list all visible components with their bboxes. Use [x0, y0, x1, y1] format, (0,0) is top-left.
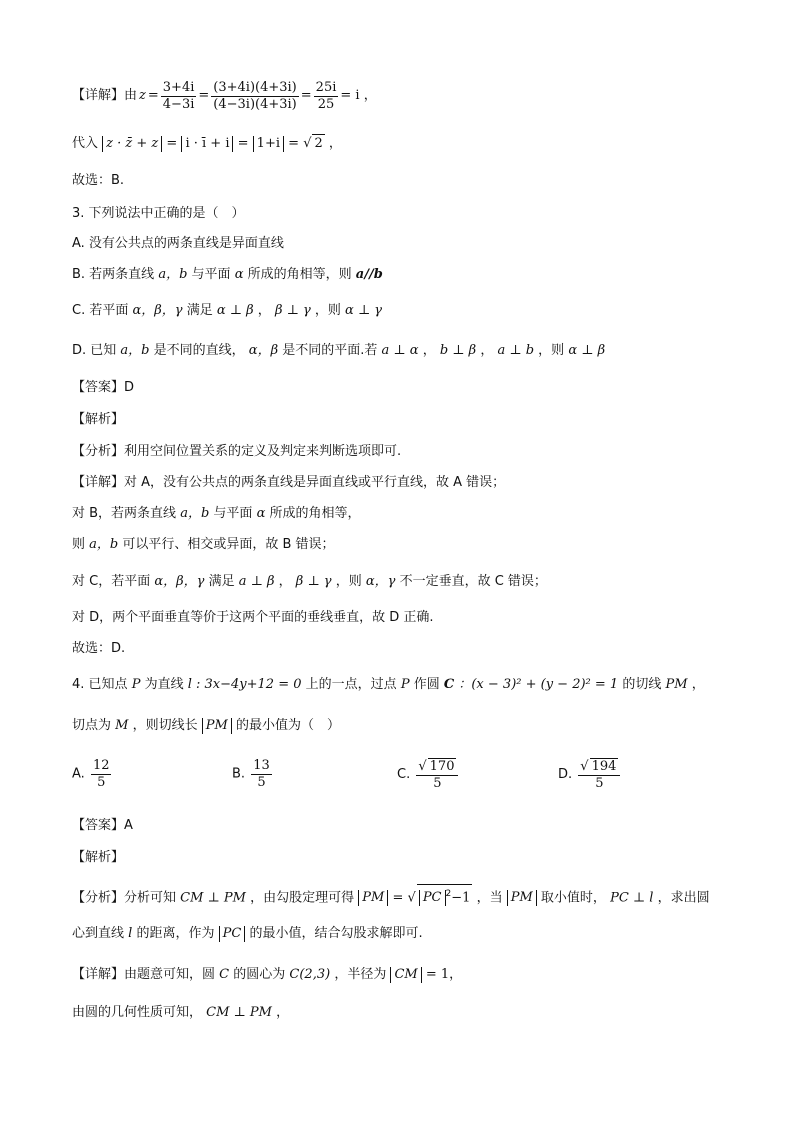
result-i: = i ，	[340, 88, 377, 103]
relation: a ⊥ β	[238, 574, 275, 589]
q3-analysis: 【分析】利用空间位置关系的定义及判定来判断选项即可.	[72, 444, 402, 459]
text: 是不同的直线，	[153, 343, 245, 358]
q3-option-a: A. 没有公共点的两条直线是异面直线	[72, 236, 284, 251]
text: ，	[276, 1005, 290, 1020]
q3-stem: 3. 下列说法中正确的是（ ）	[72, 206, 245, 221]
numerator: 12	[92, 758, 110, 773]
var-c: C	[219, 967, 230, 982]
fraction-3	[314, 80, 339, 113]
text: 的切线	[622, 677, 662, 692]
text: 4. 已知点	[72, 677, 128, 692]
var-c: C	[443, 677, 455, 692]
text: ，半径为	[334, 967, 387, 982]
fraction	[251, 758, 272, 791]
radius-value: = 1，	[425, 967, 463, 982]
eq-sign: =	[392, 890, 404, 906]
eq-sign: =	[147, 88, 159, 103]
text: 所成的角相等，	[269, 506, 361, 521]
denominator: 5	[433, 776, 442, 791]
text: ，则	[538, 343, 565, 358]
q3-conclusion: 故选：D.	[72, 641, 126, 656]
text: 与平面	[191, 267, 231, 282]
denominator: 5	[257, 775, 266, 790]
text: ，当	[476, 890, 503, 906]
relation: β ⊥ γ	[274, 303, 311, 318]
text: ，	[691, 677, 705, 692]
q4-analysis-1	[72, 884, 710, 907]
var-l: l	[128, 926, 133, 941]
var-alpha: α	[256, 506, 266, 521]
var-alpha: α	[234, 267, 244, 282]
q3-option-b	[72, 266, 383, 284]
abs-pc: PC	[419, 890, 446, 906]
q3-detail-3	[72, 536, 335, 554]
relation: α ⊥ γ	[345, 303, 383, 318]
vars: α，β，γ	[132, 303, 183, 318]
eq-sign: =	[198, 88, 210, 103]
text: ，求出圆	[657, 890, 710, 906]
sep: ，	[422, 343, 436, 358]
numerator: 13	[253, 758, 270, 773]
abs-cm: CM	[390, 967, 421, 983]
vars: α，β，γ	[154, 574, 205, 589]
fraction-2	[211, 80, 298, 113]
option-letter: D.	[558, 767, 573, 782]
text: 上的一点，过点	[305, 677, 397, 692]
vars: a，b	[180, 506, 210, 521]
relation: b ⊥ β	[439, 343, 477, 358]
text: 的最小值为（ ）	[235, 718, 340, 733]
var-p: P	[400, 677, 410, 692]
center-point: C(2,3)	[289, 967, 331, 982]
fraction	[416, 758, 458, 792]
q4-option-c	[397, 758, 460, 792]
var-z: z	[139, 88, 146, 103]
denominator: 25	[317, 96, 335, 112]
relation: a ⊥ α	[381, 343, 419, 358]
q3-detail-2	[72, 505, 361, 523]
text: 与平面	[213, 506, 253, 521]
var-m: M	[115, 718, 129, 733]
text: 对 C，若平面	[72, 574, 151, 589]
text: D. 已知	[72, 343, 117, 358]
abs-pm: PM	[202, 718, 232, 734]
text: 可以平行、相交或异面，故 B 错误；	[122, 537, 335, 552]
detail-label: 【详解】由	[72, 88, 138, 103]
comma: ，	[328, 136, 342, 151]
text: 的最小值，结合勾股求解即可.	[249, 926, 423, 941]
denominator: 5	[595, 776, 604, 791]
var-p: P	[131, 677, 141, 692]
q4-jiexi: 【解析】	[72, 850, 125, 865]
text: 心到直线	[72, 926, 125, 941]
abs-expr-2: i · ī + i	[181, 136, 233, 152]
sep: ，	[480, 343, 494, 358]
text: 则	[72, 537, 86, 552]
q4-option-b	[232, 758, 274, 791]
q4-options	[72, 758, 722, 802]
text: B. 若两条直线	[72, 267, 155, 282]
abs-pm: PM	[358, 890, 388, 906]
relation: PC ⊥ l	[610, 890, 654, 906]
relation: a ⊥ b	[497, 343, 535, 358]
eq-sign: =	[300, 88, 312, 103]
text: 满足	[208, 574, 235, 589]
sep: ，	[278, 574, 292, 589]
text: 对 B，若两条直线	[72, 506, 177, 521]
relation: α ⊥ β	[216, 303, 254, 318]
relation: CM ⊥ PM	[206, 1005, 272, 1020]
sqrt-icon: √	[407, 890, 416, 906]
q3-option-d	[72, 342, 605, 360]
text: 不一定垂直，故 C 错误；	[399, 574, 547, 589]
text: 切点为	[72, 718, 112, 733]
q3-answer: 【答案】D	[72, 380, 135, 395]
text: ，则	[314, 303, 341, 318]
eq-sign: =	[166, 136, 178, 151]
text: 作圆	[413, 677, 440, 692]
fraction	[91, 758, 112, 791]
text: 是不同的平面.若	[282, 343, 378, 358]
text: ，则切线长	[132, 718, 198, 733]
denominator: 4−3i	[162, 96, 195, 112]
option-letter: B.	[232, 766, 246, 782]
minus-one: −1	[451, 890, 471, 906]
numerator: 3+4i	[162, 79, 195, 95]
q4-stem-1	[72, 676, 705, 694]
text: 满足	[186, 303, 213, 318]
relation: β ⊥ γ	[295, 574, 332, 589]
fraction-1	[161, 80, 197, 113]
circle-equation: ：(x − 3)² + (y − 2)² = 1	[458, 677, 619, 692]
abs-pc: PC	[219, 926, 246, 942]
line-equation: l : 3x−4y+12 = 0	[187, 677, 302, 692]
sqrt-value: 194	[591, 759, 617, 774]
vars: a，b	[120, 343, 150, 358]
text: ，由勾股定理可得	[250, 890, 355, 906]
exponent: 2	[445, 889, 452, 899]
q3-detail-4	[72, 573, 547, 591]
eq-sign: =	[288, 136, 300, 151]
text: ，则	[335, 574, 362, 589]
text: 为直线	[144, 677, 184, 692]
numerator: (3+4i)(4+3i)	[213, 79, 297, 95]
q4-option-a	[72, 758, 113, 791]
abs-expr-1: z · z̄ + z	[102, 136, 162, 152]
q3-detail-1: 【详解】对 A，没有公共点的两条直线是异面直线或平行直线，故 A 错误；	[72, 475, 506, 490]
q4-analysis-2	[72, 925, 423, 943]
denominator: (4−3i)(4+3i)	[213, 96, 297, 112]
text: 由圆的几何性质可知，	[72, 1005, 203, 1020]
vars: a，b	[89, 537, 119, 552]
vars: α，γ	[365, 574, 396, 589]
q3-option-c	[72, 302, 382, 320]
var-pm: PM	[665, 677, 688, 692]
numerator	[416, 758, 458, 776]
text: C. 若平面	[72, 303, 129, 318]
sep: ，	[257, 303, 271, 318]
fraction	[578, 758, 620, 792]
text: 的距离，作为	[136, 926, 215, 941]
q4-detail-2	[72, 1004, 289, 1022]
abs-expr-3: 1+i	[253, 136, 284, 152]
q4-option-d	[558, 758, 622, 792]
sqrt-icon: √	[303, 136, 312, 151]
q3-detail-5: 对 D，两个平面垂直等价于这两个平面的垂线垂直，故 D 正确.	[72, 610, 434, 625]
option-letter: A.	[72, 766, 85, 782]
numerator: 25i	[315, 79, 337, 95]
vars: α，β	[248, 343, 279, 358]
q4-detail-1	[72, 966, 462, 984]
q4-answer: 【答案】A	[72, 818, 133, 833]
q3-jiexi: 【解析】	[72, 412, 125, 427]
choice-b-line: 故选：B.	[72, 173, 125, 188]
denominator: 5	[97, 775, 106, 790]
relation: a//b	[355, 267, 383, 282]
eq-sign: =	[237, 136, 249, 151]
sqrt-value: 170	[429, 759, 455, 774]
sqrt-body	[417, 884, 473, 907]
numerator	[578, 758, 620, 776]
sqrt-value: 2	[314, 136, 323, 151]
text: 的圆心为	[233, 967, 286, 982]
text: 取小值时，	[540, 890, 606, 906]
abs-pm: PM	[507, 890, 537, 906]
option-letter: C.	[397, 767, 411, 782]
text: 【详解】由题意可知，圆	[72, 967, 216, 982]
substitute-line	[72, 134, 342, 153]
vars: a，b	[158, 267, 188, 282]
sqrt-icon: √	[580, 759, 589, 774]
text: 【分析】分析可知	[72, 890, 177, 906]
q4-stem-2	[72, 717, 340, 735]
sqrt-icon: √	[418, 759, 427, 774]
relation: α ⊥ β	[568, 343, 606, 358]
detail-line-z	[72, 74, 377, 118]
relation: CM ⊥ PM	[180, 890, 246, 906]
substitute-label: 代入	[72, 136, 99, 151]
text: 所成的角相等，则	[247, 267, 352, 282]
